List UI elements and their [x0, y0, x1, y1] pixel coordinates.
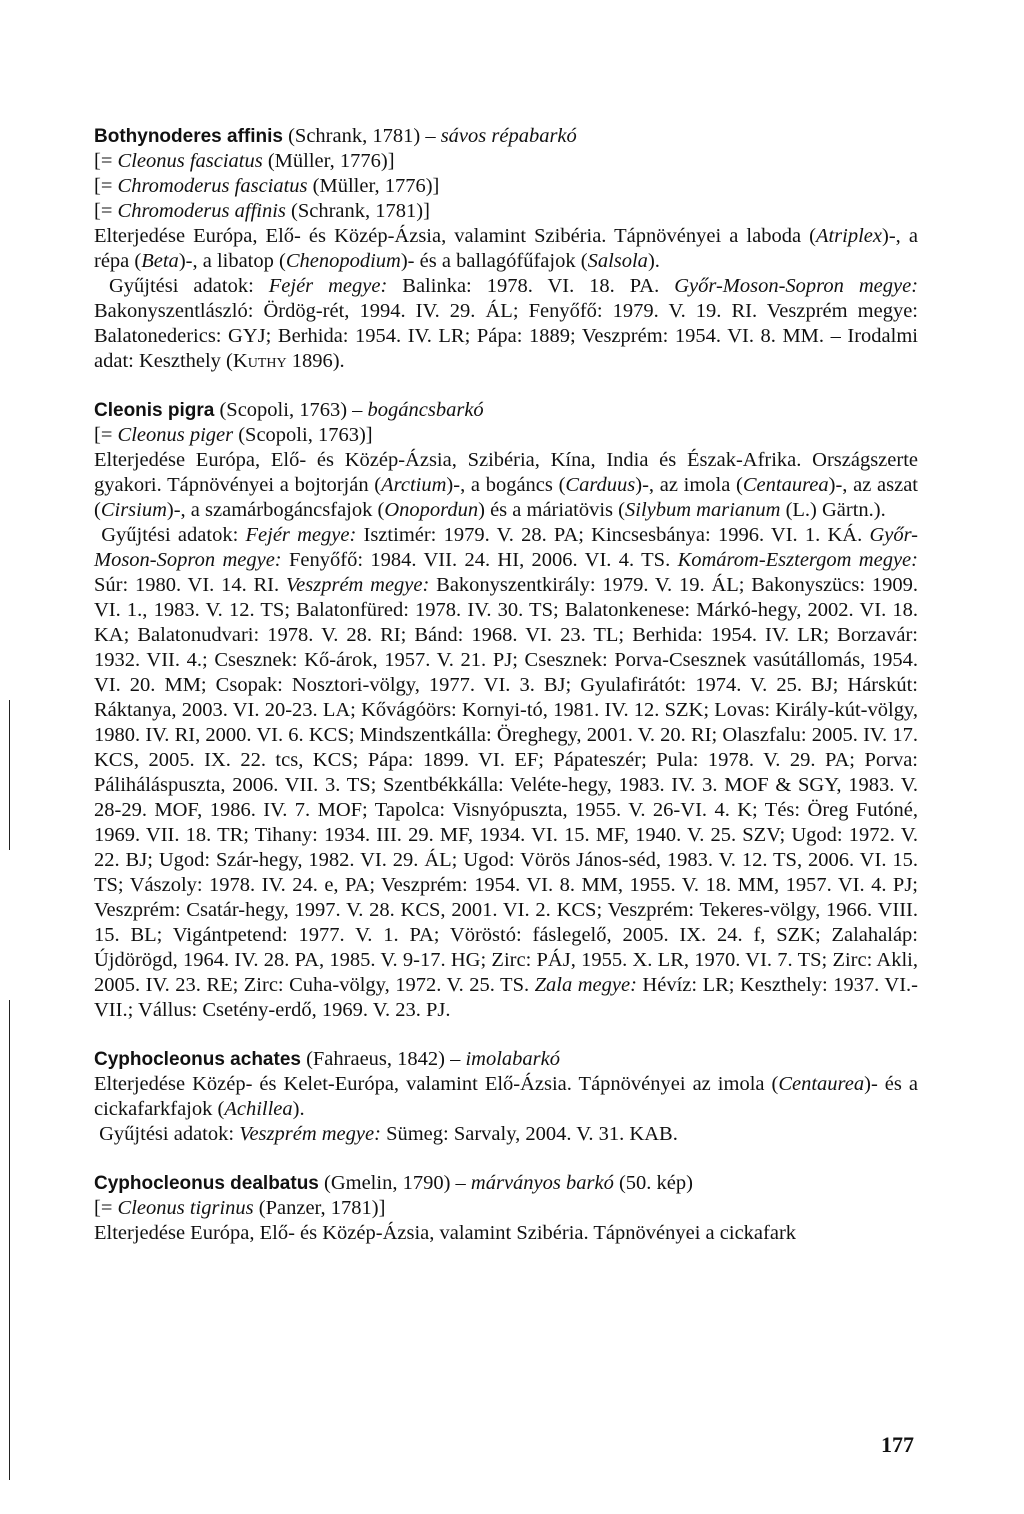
synonym-line	[94, 174, 918, 199]
distribution-text: )- és a cickafarkfajok (	[94, 1073, 918, 1120]
collection-records: Bakonyszentkirály: 1979. V. 19. ÁL; Bakonyszücs: 1909. VI. 1., 1983. V. 12. TS; Balatonfüred: 1978. IV. 30. TS; Balatonkenese: Márkó-hegy, 2002. VI. 18. KA; Balatonudvari: 1978. V. 28. RI; Bánd: 1968. VI. 23. TL; Berhida: 1954. IV. LR; Borzavár: 1932. VII. 4.; Csesznek: Kő-árok, 1957. V. 21. PJ; Csesznek: Porva-Csesznek vasútállomás, 1954. VI. 20. MM; Csopak: Nosztori-völgy, 1977. VI. 3. BJ; Gyulafirátót: 1974. V. 25. BJ; Hárskút: Ráktanya, 2003. VI. 20-23. LA; Kővágóörs: Kornyi-tó, 1981. IV. 12. SZK; Lovas: Király-kút-völgy, 1980. IV. RI, 2000. VI. 6. KCS; Mindszentkálla: Öreghegy, 2001. V. 20. RI; Olaszfalu: 2005. IV. 17. KCS, 2005. IX. 22. tcs, KCS; Pápa: 1899. VI. EF; Pápateszér; Pula: 1978. V. 29. PA; Porva: Páliháláspuszta, 2006. VII. 3. TS; Szentbékkálla: Veléte-hegy, 1983. IV. 3. MOF & SGY, 1983. V. 28-29. MOF, 1986. IV. 7. MOF; Tapolca: Visnyópuszta, 1955. V. 26-VI. 4. K; Tés: Öreg Futóné, 1969. VII. 18. TR; Tihany: 1934. III. 29. MF, 1934. VI. 15. MF, 1940. V. 25. SZV; Ugod: 1972. V. 22. BJ; Ugod: Szár-hegy, 1982. VI. 29. ÁL; Ugod: Vörös János-séd, 1983. V. 12. TS, 2006. VI. 15. TS; Vászoly: 1978. IV. 24. e, PA; Veszprém: 1954. VI. 8. MM, 1955. V. 18. MM, 1957. VI. 4. PJ; Veszprém: Csatár-hegy, 1997. V. 28. KCS, 2001. VI. 2. KCS; Veszprém: Tekeres-völgy, 1966. VIII. 15. BL; Vigántpetend: 1977. V. 1. PA; Vöröstó: fáslegelő, 2005. IX. 24. f, SZK; Zalahaláp: Újdörögd, 1964. IV. 28. PA, 1985. V. 9-17. HG; Zirc: PÁJ, 1955. X. LR, 1970. VI. 7. TS; Zirc: Akli, 2005. IV. 23. RE; Zirc: Cuha-völgy, 1972. V. 25. TS.	[94, 574, 919, 996]
common-name: bogáncsbarkó	[367, 399, 484, 421]
distribution-text: )-, a bogáncs (	[446, 474, 566, 496]
distribution-text: (L.) Gärtn.).	[780, 499, 886, 521]
host-genus: Arctium	[381, 474, 447, 496]
species-entry-cyphocleonus-achates	[94, 1047, 918, 1147]
collection-paragraph	[94, 1122, 918, 1147]
synonym-bracket: [=	[94, 150, 118, 172]
county-name: Győr-Moson-Sopron megye:	[674, 275, 919, 297]
collection-records: Balinka: 1978. VI. 18. PA.	[387, 275, 675, 297]
distribution-paragraph	[94, 224, 918, 274]
distribution-paragraph	[94, 448, 918, 523]
distribution-text: )-, az imola (	[635, 474, 743, 496]
distribution-text: )-, a libatop (	[178, 250, 286, 272]
county-name: Veszprém megye:	[239, 1123, 381, 1145]
synonym-name: Cleonus piger	[117, 424, 234, 446]
species-entry-cleonis-pigra	[94, 398, 918, 1023]
county-name: Veszprém megye:	[285, 574, 430, 596]
distribution-text: )-, az aszat (	[94, 474, 918, 521]
taxon-author: (Fahraeus, 1842) –	[300, 1048, 466, 1070]
collection-records: Hévíz: LR; Keszthely: 1937. VI.-VII.; Vállus: Csetény-erdő, 1969. V. 23. PJ.	[94, 974, 919, 1021]
county-name: Zala megye:	[534, 974, 637, 996]
collection-records: Fenyőfő: 1984. VII. 24. HI, 2006. VI. 4. TS.	[281, 549, 678, 571]
taxon-author: (Gmelin, 1790) –	[318, 1172, 471, 1194]
distribution-text: Elterjedése Európa, Elő- és Közép-Ázsia, valamint Szibéria. Tápnövényei a cickafark	[94, 1222, 797, 1244]
host-genus: Achillea	[224, 1098, 293, 1120]
common-name: imolabarkó	[465, 1048, 561, 1070]
distribution-text: Elterjedése Közép- és Kelet-Európa, valamint Elő-Ázsia. Tápnövényei az imola (	[94, 1073, 779, 1095]
scan-edge-line-lower	[9, 1000, 10, 1480]
host-genus: Salsola	[587, 250, 648, 272]
host-genus: Chenopodium	[285, 250, 401, 272]
taxon-name: Cyphocleonus achates	[94, 1049, 301, 1070]
distribution-text: )- és a ballagófűfajok (	[400, 250, 588, 272]
collection-records: Sümeg: Sarvaly, 2004. V. 31. KAB.	[380, 1123, 678, 1145]
distribution-text: Elterjedése Európa, Elő- és Közép-Ázsia, valamint Szibéria. Tápnövényei a laboda (	[94, 225, 816, 247]
distribution-text: )-, a répa (	[94, 225, 918, 272]
synonym-author: (Müller, 1776)]	[307, 175, 440, 197]
county-name: Fejér megye:	[245, 524, 357, 546]
page-number: 177	[881, 1432, 914, 1457]
synonym-name: Chromoderus fasciatus	[117, 175, 308, 197]
entry-heading	[94, 1047, 918, 1072]
synonym-author: (Panzer, 1781)]	[253, 1197, 386, 1219]
taxon-author: (Schrank, 1781) –	[282, 125, 441, 147]
entry-heading	[94, 124, 918, 149]
entry-heading	[94, 398, 918, 423]
synonym-line	[94, 149, 918, 174]
synonym-bracket: [=	[94, 1197, 118, 1219]
taxon-author: (Scopoli, 1763) –	[214, 399, 368, 421]
distribution-text: ).	[292, 1098, 305, 1120]
taxon-name: Cleonis pigra	[94, 400, 215, 421]
distribution-text: )-, a szamárbogáncsfajok (	[166, 499, 385, 521]
collection-records: Bakonyszentlászló: Ördög-rét, 1994. IV. 29. ÁL; Fenyőfő: 1979. V. 19. RI. Veszprém megye: Balatonederics: GYJ; Berhida: 1954. IV. LR; Pápa: 1889; Veszprém: 1954. VI. 8. MM. – Irodalmi adat: Keszthely (	[94, 300, 918, 372]
species-entry-bothynoderes-affinis	[94, 124, 918, 374]
figure-reference: (50. kép)	[613, 1172, 693, 1194]
collection-records: Súr: 1980. VI. 14. RI.	[94, 574, 286, 596]
collection-label: Gyűjtési adatok:	[108, 275, 269, 297]
host-genus: Centaurea	[742, 474, 829, 496]
distribution-text: ).	[647, 250, 660, 272]
distribution-text: ) és a máriatövis (	[478, 499, 625, 521]
synonym-name: Cleonus fasciatus	[117, 150, 263, 172]
common-name: márványos barkó	[470, 1172, 614, 1194]
collection-label: Gyűjtési adatok:	[99, 1123, 240, 1145]
entry-heading	[94, 1171, 918, 1196]
scan-edge-line	[9, 700, 10, 850]
host-genus: Carduus	[565, 474, 636, 496]
synonym-name: Cleonus tigrinus	[117, 1197, 254, 1219]
text-column	[94, 124, 918, 1246]
taxon-name: Bothynoderes affinis	[94, 126, 283, 147]
county-name: Győr-Moson-Sopron megye:	[94, 524, 919, 571]
species-entry-cyphocleonus-dealbatus	[94, 1171, 918, 1246]
collection-paragraph	[94, 274, 918, 374]
collection-records: Isztimér: 1979. V. 28. PA; Kincsesbánya: 1996. VI. 1. KÁ.	[356, 524, 870, 546]
host-genus: Atriplex	[815, 225, 883, 247]
host-genus: Onopordun	[384, 499, 479, 521]
synonym-line	[94, 199, 918, 224]
county-name: Komárom-Esztergom megye:	[677, 549, 918, 571]
synonym-bracket: [=	[94, 175, 118, 197]
synonym-author: (Scopoli, 1763)]	[233, 424, 373, 446]
synonym-author: (Müller, 1776)]	[262, 150, 395, 172]
literature-author: Kuthy	[232, 350, 287, 372]
common-name: sávos répabarkó	[440, 125, 577, 147]
synonym-author: (Schrank, 1781)]	[285, 200, 430, 222]
distribution-text: Elterjedése Európa, Elő- és Közép-Ázsia, Szibéria, Kína, India és Észak-Afrika. Országszerte gyakori. Tápnövényei a bojtorján (	[94, 449, 918, 496]
synonym-line	[94, 423, 918, 448]
distribution-paragraph	[94, 1221, 918, 1246]
host-genus: Silybum marianum	[625, 499, 781, 521]
synonym-name: Chromoderus affinis	[117, 200, 286, 222]
collection-label: Gyűjtési adatok:	[101, 524, 246, 546]
host-genus: Cirsium	[100, 499, 167, 521]
collection-records: 1896).	[286, 350, 345, 372]
collection-paragraph	[94, 523, 918, 1023]
county-name: Fejér megye:	[268, 275, 388, 297]
distribution-paragraph	[94, 1072, 918, 1122]
taxon-name: Cyphocleonus dealbatus	[94, 1173, 319, 1194]
synonym-line	[94, 1196, 918, 1221]
synonym-bracket: [=	[94, 424, 118, 446]
host-genus: Beta	[141, 250, 179, 272]
synonym-bracket: [=	[94, 200, 118, 222]
host-genus: Centaurea	[778, 1073, 865, 1095]
